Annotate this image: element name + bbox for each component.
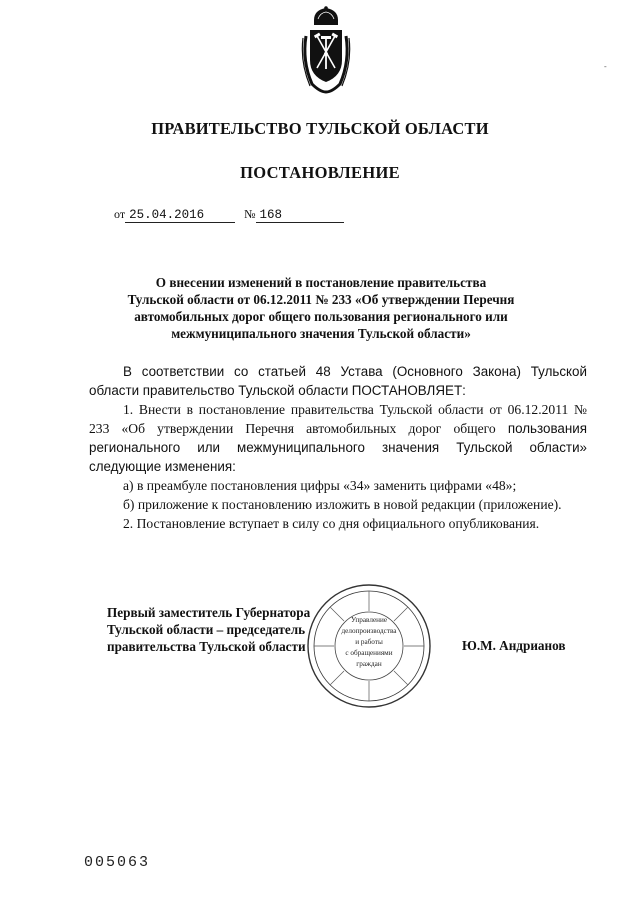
signer-position-line: Первый заместитель Губернатора	[107, 605, 311, 620]
subject-line: межмуниципального значения Тульской области»	[171, 326, 471, 341]
subject-line: Тульской области от 06.12.2011 № 233 «Об утверждении Перечня	[127, 292, 515, 307]
document-subject	[96, 274, 546, 342]
signer-position-line: Тульской области – председатель	[107, 622, 306, 637]
signer-position-line: правительства Тульской области	[107, 639, 306, 654]
number-label: №	[244, 207, 256, 221]
official-seal-icon	[305, 582, 433, 710]
stamp-line: граждан	[356, 660, 382, 668]
item-1b-paragraph: б) приложение к постановлению изложить в новой редакции (приложение).	[123, 497, 562, 512]
document-number: 168	[256, 208, 344, 223]
preamble-decree-word: ПОСТАНОВЛЯЕТ:	[351, 383, 466, 398]
date-label: от	[114, 207, 126, 221]
preamble-paragraph	[89, 362, 587, 400]
item-1a-paragraph: а) в преамбуле постановления цифры «34» заменить цифрами «48»;	[123, 478, 517, 493]
government-title: ПРАВИТЕЛЬСТВО ТУЛЬСКОЙ ОБЛАСТИ	[151, 119, 489, 138]
subject-line: О внесении изменений в постановление правительства	[155, 275, 487, 290]
subject-line: автомобильных дорог общего пользования регионального или	[134, 309, 508, 324]
preamble-text: В соответствии со статьей 48 Устава (Основного Закона) Тульской области правительство Тульской области	[89, 364, 587, 398]
item-1-text-end: пользования регионального или межмуниципального значения Тульской области» следующие изменения:	[89, 421, 587, 474]
document-meta	[114, 207, 344, 223]
scan-mark: -	[604, 62, 607, 71]
signer-name: Ю.М. Андрианов	[462, 638, 566, 653]
document-type-title: ПОСТАНОВЛЕНИЕ	[240, 163, 400, 182]
stamp-line: с обращениями	[345, 649, 393, 657]
stamp-line: и работы	[355, 638, 383, 646]
page-number: 005063	[84, 854, 151, 871]
item-1-paragraph	[89, 400, 587, 476]
stamp-line: делопроизводства	[341, 627, 397, 635]
item-2-paragraph: 2. Постановление вступает в силу со дня официального опубликования.	[123, 516, 540, 531]
stamp-line: Управление	[350, 616, 388, 624]
document-body	[89, 362, 587, 533]
document-date: 25.04.2016	[125, 208, 235, 223]
item-1-text-start: 1. Внести в постановление правительства Тульской области от 06.12.2011 № 233 «Об утверждении Перечня автомобильных дорог общего	[89, 402, 587, 436]
tula-coat-of-arms-icon	[300, 6, 352, 94]
signer-position	[107, 604, 310, 655]
